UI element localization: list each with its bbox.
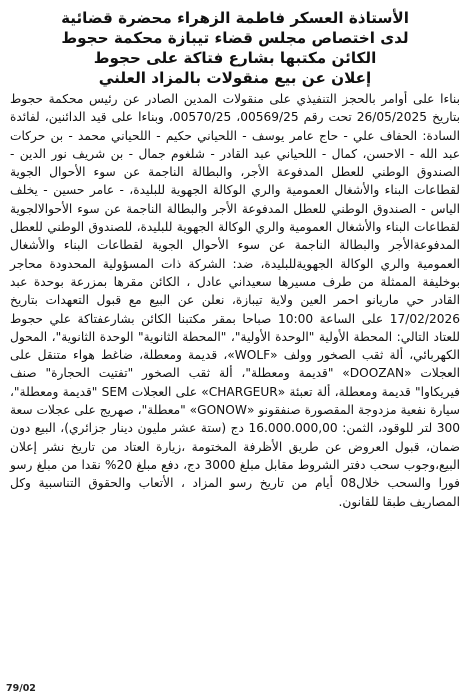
heading-line-jurisdiction: لدى اختصاص مجلس قضاء تيبازة محكمة حجوط [61, 29, 409, 47]
notice-body: بناءا على أوامر بالحجز التنفيذي على منقولات المدين الصادر عن رئيس محكمة حجوط بتاريخ 26/05/2025 تحت رقم 00569/25، 00570/25، وبناءا على قيد الدائنين، لفائدة السادة: الحفاف علي - حاج عامر يوسف - اللحياني حكيم - اللحياني محمد - بن حركات عبد الله - الاحسن، كمال - اللحياني عبد القادر - شلغوم جمال - بن شريف نور الدين - الصندوق الوطني للعطل المدفوعة الأجر، والبطالة الناجمة عن سوء الأحوال الجوية لقطاعات البناء والأشغال العمومية والري الوكالة الجهوية للبليدة، - عامر حسين - يخلف الياس - الصندوق الوطني للعطل المدفوعة الأجر والبطالة الناجمة عن سوء الأحوالالجوية لقطاعات البناء والأشغال العمومية والري الوكالة الجهوية للبليدة، للصندوق الوطني للعطل المدفوعةالأجر والبطالة الناجمة عن سوء الأحوال الجوية لقطاعات البناء والأشغال العمومية والري الوكالة الجهويةللبليدة، ضد: الشركة ذات المسؤولية المحدودة محاجر بوخليفة الممثلة من طرف مسيرها سعيداني عادل ، الكائن مقرها بمزرعة بوحدة عبد القادر حي ماريانو احمر العين ولاية تيبازة، نعلن عن البيع مع قبول التعهدات بتاريخ 17/02/2026 على الساعة 10:00 صباحا بمقر مكتبنا الكائن بشارعفتاكة علي حجوط للعتاد التالي: المحطة الأولية "الوحدة الأولية"، "المحطة الثانوية" الوحدة الثانوية"، المحول الكهربائي، ألة ثقب الصخور وولف «WOLF»، قديمة ومعطلة، ضاغط هواء متنقل على العجلات «DOOZAN» "قديمة ومعطلة"، ألة ثقب الصخور "تفتيت الحجارة" صنف فيريكاوا" قديمة ومعطلة، ألة تعبئة «CHARGEUR» على العجلات SEM "قديمة ومعطلة"، سيارة نفعية مزدوجة المقصورة صنفقونو «GONOW» "معطلة"، صهريج على عجلات سعة 300 لتر للوقود، الثمن: 16.000.000,00 دج (ستة عشر مليون دينار جزائري)، البيع دون ضمان، قبول العروض عن طريق الأظرفة المختومة ،زيارة العتاد من تاريخ نشر إعلان البيع،وجوب سحب دفتر الشروط مقابل مبلغ 3000 دج، دفع مبلغ 20% نقدا من مبلغ رسو فورا والسحب خلال08 أيام من تاريخ رسو المزاد ، الأتعاب والحقوق التناسبية وكل المصاريف طبقا للقانون. [10, 92, 460, 509]
heading-line-office-address: الكائن مكتبها بشارع فتاكة على حجوط [93, 49, 377, 67]
publication-code: 79/02 [6, 683, 36, 694]
heading-line-bailiff: الأستاذة العسكر فاطمة الزهراء محضرة قضائية [61, 9, 409, 27]
notice-heading [10, 8, 460, 88]
heading-line-announcement-title: إعلان عن بيع منقولات بالمزاد العلني [98, 69, 372, 87]
